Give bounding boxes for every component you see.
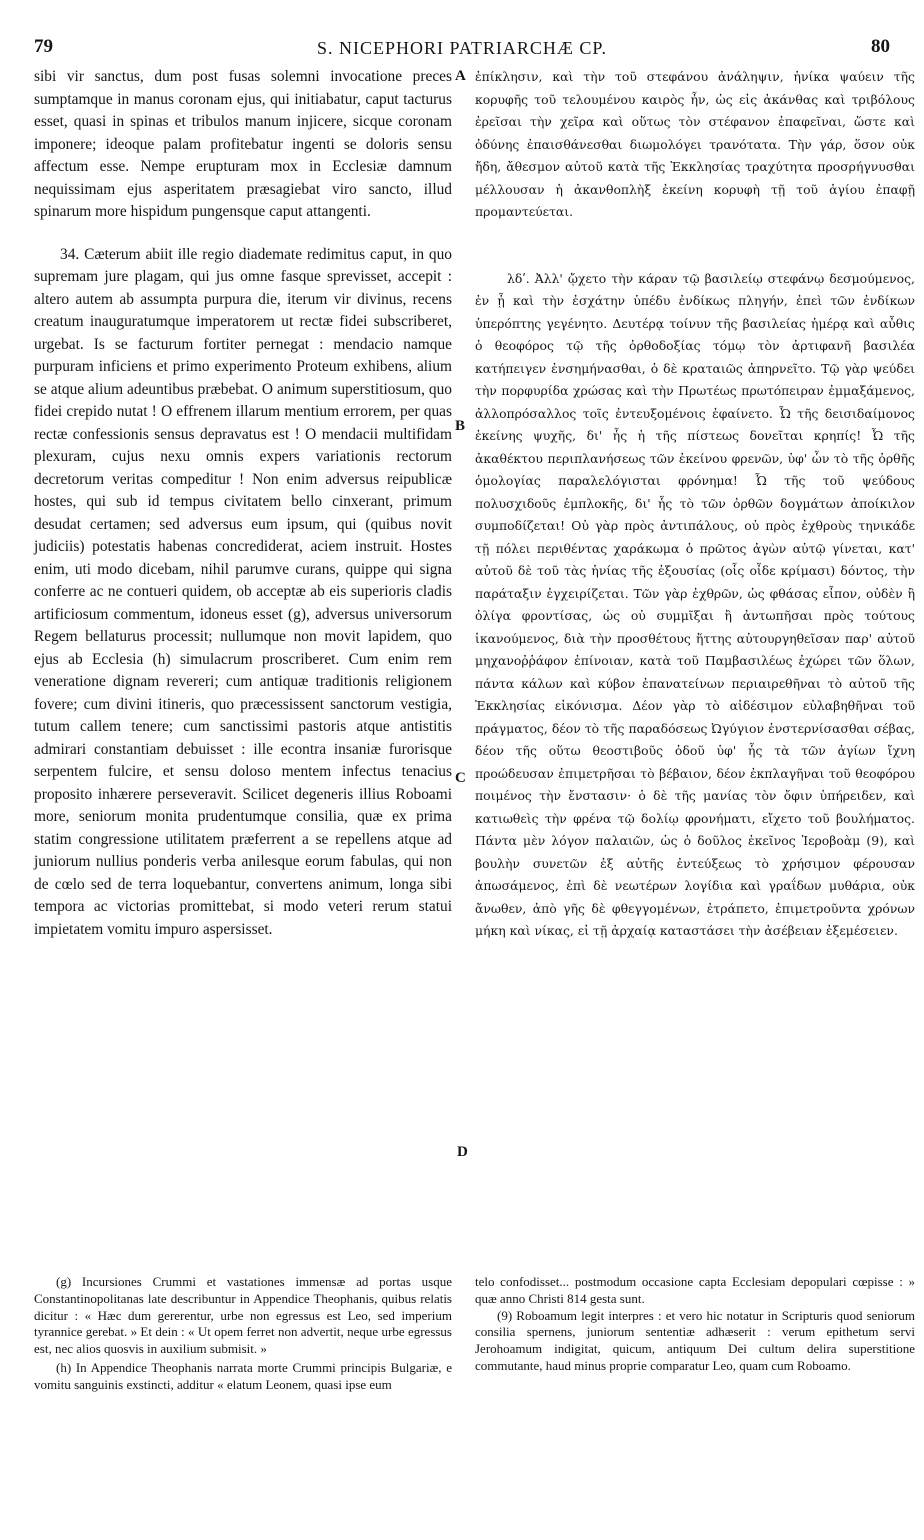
page-number-left: 79 [34,36,53,57]
footnotes-right [475,1274,915,1375]
greek-column [475,66,915,943]
footnote-h: (h) In Appendice Theophanis narrata morte Crummi principis Bulgariæ, e vomitu sanguinis exstincti, additur « elatum Leonem, quasi ipse eum [34,1359,452,1392]
footnotes-left [34,1274,452,1394]
margin-letter-c: C [455,770,466,786]
margin-letter-b: B [455,418,466,434]
latin-paragraph-1: sibi vir sanctus, dum post fusas solemni invocatione preces sumptamque in manus coronam ejus, qui initiabatur, caput tacturus esset, quasi in spinas et tribulos manum injicere, sicque coronam imponere; ideoque palam profitebatur ingenti se doloris sensu affectum esse. Nempe erupturam mox in Ecclesiæ damnum nequissimam ejus asperitatem præsagiebat viro sancto, illud spinarum more hispidum pungensque caput attangenti. [34,68,452,220]
margin-letter-d: D [457,1144,468,1160]
running-header [34,36,890,62]
page-number-right: 80 [871,36,890,57]
latin-column [34,66,452,941]
margin-letter-a: A [455,68,466,84]
footnote-9: (9) Roboamum legit interpres : et vero hic notatur in Scripturis quod seniorum consilia spernens, juniorum sententiæ adhæserit : verum epithetum servi Jerohoamum indigitat, quicum, antiquum Dei cultum delira superstitione commutante, haud minus proprie comparatur Leo, quam cum Roboamo. [475,1307,915,1373]
footnote-g: (g) Incursiones Crummi et vastationes immensæ ad portas usque Constantinopolitanas late describuntur in Appendice Theophanis, quibus relatis dicitur : « Hæc dum gererentur, urbe non egressus est Leo, sed imperium tyrannice gerebat. » Et dein : « Ut opem ferret non advertit, neque urbe egressus est, nec alios quosvis in auxilium submisit. » [34,1274,452,1357]
greek-paragraph-1: ἐπίκλησιν, καὶ τὴν τοῦ στεφάνου ἀνάληψιν, ἡνίκα ψαύειν τῆς κορυφῆς τοῦ τελουμένου καιρὸς ἦν, ὡς εἰς ἀκάνθας καὶ τριβόλους ἐρεῖσαι τὴν χεῖρα καὶ οὕτως τὸν στέφανον ἐπαφεῖναι, ὥστε καὶ ὀδύνης ἐπαισθάνεσθαι διωμολόγει τρανότατα. Τὴν γάρ, ὅσον οὐκ ἤδη, ἄθεσμον αὐτοῦ κατὰ τῆς Ἐκκλησίας τραχύτητα προσρήγνυσθαι μέλλουσαν ἡ ἀκανθοπλὴξ ἐκείνη κορυφὴ τῇ τοῦ ἁγίου ἐπαφῇ προμαντεύεται. [475,69,915,219]
greek-paragraph-34: λδʹ. Ἀλλ' ᾤχετο τὴν κάραν τῷ βασιλείῳ στεφάνῳ δεσμούμενος, ἐν ᾗ καὶ τὴν ἐσχάτην ὑπέδυ ἐνδίκως πληγήν, ἐπεὶ τῶν ἐνδίκων ὑπερόπτης γεγένητο. Δευτέρᾳ τοίνυν τῆς βασιλείας ἡμέρᾳ καὶ αὖθις ὁ θεοφόρος τῷ τῆς ὀρθοδοξίας τόμῳ τὸν ἀρτιφανῆ βασιλέα κατήπειγεν ἐνσημήνασθαι, ὁ δὲ κραταιῶς ἀπηρνεῖτο. Τῷ γὰρ ψεύδει τὴν πορφυρίδα χρώσας καὶ τὴν Πρωτέως πρωτόπειραν ἐμμαξάμενος, ἀλλοπρόσαλλος τοῖς ἐντευξομένοις ἐφαίνετο. Ὦ τῆς δεισιδαίμονος ἐκείνης ψυχῆς, δι' ἧς ἡ τῆς πίστεως δονεῖται κρηπίς! Ὦ τῆς ἀκαθέκτου περιπλανήσεως τῶν ἐκείνου φρενῶν, ὑφ' ὧν τὸ τῆς ὀρθῆς ὁμολογίας παραλελόγισται φρόνημα! Ὦ τῆς τοῦ ψεύδους πολυσχιδοῦς ἐμπλοκῆς, δι' ἧς τὸ τῶν ὀρθῶν δογμάτων ἀποίκιλον συμποδίζεται! Οὐ γὰρ πρὸς ἀντιπάλους, οὐ πρὸς ἐχθροὺς τηνικάδε τῇ πόλει περιθέντας χαράκωμα ὁ πρῶτος ἀγὼν αὐτῷ γίνεται, κατ' αὐτοῦ δὲ τοῦ τὰς ἡνίας τῆς ἐξουσίας (οἷς οἶδε κρίμασι) δόντος, τὴν παράταξιν ἐγχειρίζεται. Τῶν γὰρ ἐχθρῶν, ὡς φθάσας εἶπον, οὐδὲν ἢ ὀλίγα φροντίσας, ὡς οὐ συμμῖξαι ἢ ἀντωπῆσαι πρὸς τούτους ἱκανούμενος, διὰ τὴν προσθέτους ἥττης αὐτουργηθεῖσαν παρ' αὐτοῦ μηχανοῤῥάφον ἐπίνοιαν, κατὰ τοῦ Παμβασιλέως ἐχώρει τῶν ὅλων, πάντα κάλων καὶ κύβον ἐπανατείνων περιαιρεθῆναι τὸ αὐτοῦ τῆς Ἐκκλησίας εἰκόνισμα. Δέον γὰρ τὸ αἰδέσιμον εὐλαβηθῆναι τοῦ πράγματος, δέον τὸ τῆς παραδόσεως Ὠγύγιον ἐνστερνίσασθαι σέβας, δέον τῆς οὕτω θεοστιβοῦς ὁδοῦ ὑφ' ἧς τὰ τῶν ἁγίων ἴχνη προώδευσαν ἐπιμετρῆσαι τὸ βέβαιον, δέον ἐκπλαγῆναι τοῦ θεοφόρου ποιμένος τὴν ἔνστασιν· ὁ δὲ τῆς μανίας τὸν ὄφιν ὑπήρειδεν, καὶ κατιωθεὶς τὴν φρένα τῷ δολίῳ φρονήματι, εἴχετο τοῦ βουλήματος. Πάντα μὲν λόγον παλαιῶν, ὡς ὁ δοῦλος ἐκεῖνος Ἱεροβοὰμ (9), καὶ βουλὴν συνετῶν ἐξ αὐτῆς ἐντεύξεως τὸ χρήσιμον φέρουσαν ἀπωσάμενος, ἐπὶ δὲ νεωτέρων λογίδια καὶ γραΐδων μυθάρια, οὐκ ἄνωθεν, ἀπὸ γῆς δὲ φθεγγομένων, ἐτράπετο, ἐπιμετροῦντα χρόνων μήκη καὶ νίκας, εἰ τῇ ἀρχαίᾳ καταστάσει τὴν ἀσέβειαν ἐξεμέσειεν. [475,270,915,938]
latin-paragraph-34: 34. Cæterum abiit ille regio diademate redimitus caput, in quo supremam jure plagam, qui jus omne fasque sprevisset, accepit : altero autem ab assumpta purpura die, iterum vir divinus, recens creatum inauguratumque imperatorem ut rectæ fidei subscriberet, urgebat. Is se facturum fortiter pernegat : mendacio namque purpuram inficiens et primo experimento Proteum exhibens, alium se atque alium adeuntibus præbebat. O animum superstitiosum, quo fidei crepido nutat ! O effrenem illarum mentium errorem, per quas rectæ confessionis sensus depravatus est ! O mendacii multifidam plexuram, cujus nexu omnis expers variationis rectorum decretorum veritas compeditur ! Non enim adversus reipublicæ hostes, qui sub id tempus civitatem bello cinxerant, primum desudat certamen; sed adversus eum ipsum, qui (quibus novit judiciis) potestatis habenas concrediderat, aciem instruit. Hostes enim, uti modo dicebam, nihil parumve curans, quippe qui signa conferre ac ne contueri quidem, ob acceptæ ab eis superioris cladis artificiosum commentum, idoneus esset (g), adversus universorum Regem bellaturus processit; nullumque non movit lapidem, quo ejus ab Ecclesia (h) simulacrum proscriberet. Cum enim rem veneratione dignam revereri; cum antiquæ traditionis religionem fovere; cum divini itineris, quo præcessissent sanctorum vestigia, tutum callem tenere; cum sanctissimi pastoris atque antistitis admirari constantiam debuisset : ille econtra insaniæ furorisque serpentem fulcire, et sensu doloso mentem infectus tenacius proposito inhærere perseveravit. Scilicet degeneris illius Roboami more, seniorum monita prudentumque consilia, quæ ex prima statim congressione utilitatem præferrent a se repellens atque ad juniorum nullius ponderis verba anilesque eorum fabulas, qui non de cœlo sed de terra loquebantur, convertens animum, longa sibi tempora ac victorias promittebat, si modo veteri rerum statui impietatem vomitu impuro aspersisset. [34,245,452,938]
running-title: S. NICEPHORI PATRIARCHÆ CP. [317,38,607,58]
footnote-h-continued: telo confodisset... postmodum occasione capta Ecclesiam depopulari cœpisse : » quæ anno Christi 814 gesta sunt. [475,1274,915,1306]
